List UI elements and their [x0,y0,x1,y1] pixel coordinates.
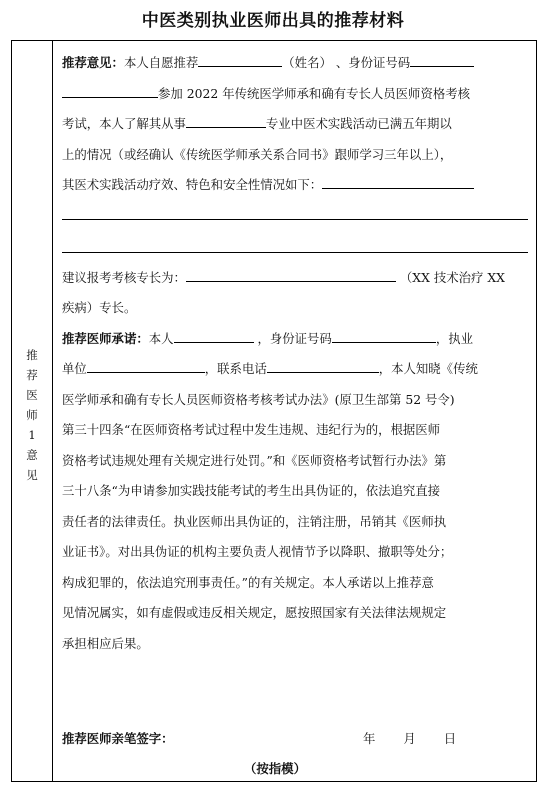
text: 责任者的法律责任。执业医师出具伪证的，注销注册，吊销其《医师执 [62,513,447,529]
recommendation-section [62,48,528,201]
text: 第三十四条“在医师资格考试过程中发生违规、违纪行为的，根据医师 [62,422,441,437]
side-char: 1 [28,428,36,442]
text: 、身份证号码 [335,55,411,70]
name-blank[interactable] [198,52,282,67]
text: 资格考试违规处理有关规定进行处罚。”和《医师资格考试暂行办法》第 [62,452,447,468]
fingerprint-note: （按指模） [244,761,306,776]
phone-blank[interactable] [267,358,379,373]
text: （姓名） [282,55,332,70]
efficacy-blank[interactable] [322,174,474,189]
side-column [12,41,53,781]
text: 其医术实践活动疗效、特色和安全性情况如下： [62,177,323,192]
doctor-name-blank[interactable] [174,328,254,343]
text: 本人 [148,330,174,346]
date-fields [363,729,480,747]
side-char: 师 [26,408,38,422]
text: 构成犯罪的，依法追究刑事责任。”的有关规定。本人承诺以上推荐意 [62,574,434,590]
side-char: 见 [26,468,38,482]
text: 本人自愿推荐 [123,55,199,70]
text: 承担相应后果。 [62,635,149,651]
side-char: 医 [26,388,38,402]
text: ，执业 [435,330,473,346]
text: 业证书》。对出具伪证的机构主要负责人视情节予以降职、撤职等处分； [62,544,453,559]
text: 见情况属实，如有虚假或违反相关规定，愿按照国家有关法律法规规定 [62,605,447,620]
month-label: 月 [403,731,416,746]
text: 专业中医术实践活动已满五年期以 [265,116,452,131]
signature-row [62,729,528,747]
text: 疾病）专长。 [62,300,137,315]
year-label: 年 [363,731,376,746]
page-title: 中医类别执业医师出具的推荐材料 [141,11,405,31]
text: 三十八条“为申请参加实践技能考试的考生出具伪证的，依法追究直接 [62,483,441,498]
side-label [22,345,42,485]
doctor-id-blank[interactable] [332,328,436,343]
text: （XX 技术治疗 XX [399,269,505,285]
recommendation-label: 推荐意见： [62,55,124,70]
text: 参加 2022 年传统医学师承和确有专长人员医师资格考核 [158,85,471,101]
side-char: 意 [26,448,38,462]
text: 单位 [62,361,87,376]
side-char: 推 [26,348,38,362]
text: ，本人知晓《传统 [378,361,478,376]
text: 医学师承和确有专长人员医师资格考核考试办法》(原卫生部第 52 号令) [62,391,455,407]
text: 建议报考考核专长为： [62,269,186,285]
promise-section [62,324,528,660]
specialty-exam-blank[interactable] [186,267,396,282]
text: 考试，本人了解其从事 [62,116,186,131]
signature-label: 推荐医师亲笔签字： [62,731,174,746]
id-number-blank[interactable] [410,52,474,67]
text: ，身份证号码 [257,330,332,346]
specialty-blank[interactable] [186,113,266,128]
text: 上的情况（或经确认《传统医学师承关系合同书》跟师学习三年以上）， [62,146,453,162]
work-unit-blank[interactable] [87,358,205,373]
suggest-section [62,263,528,324]
form-content [62,48,528,659]
form-table [11,40,537,782]
id-number-blank-cont[interactable] [62,83,158,98]
side-char: 荐 [26,368,38,382]
promise-label: 推荐医师承诺： [62,330,149,346]
day-label: 日 [443,731,457,746]
text: ，联系电话 [204,361,267,376]
